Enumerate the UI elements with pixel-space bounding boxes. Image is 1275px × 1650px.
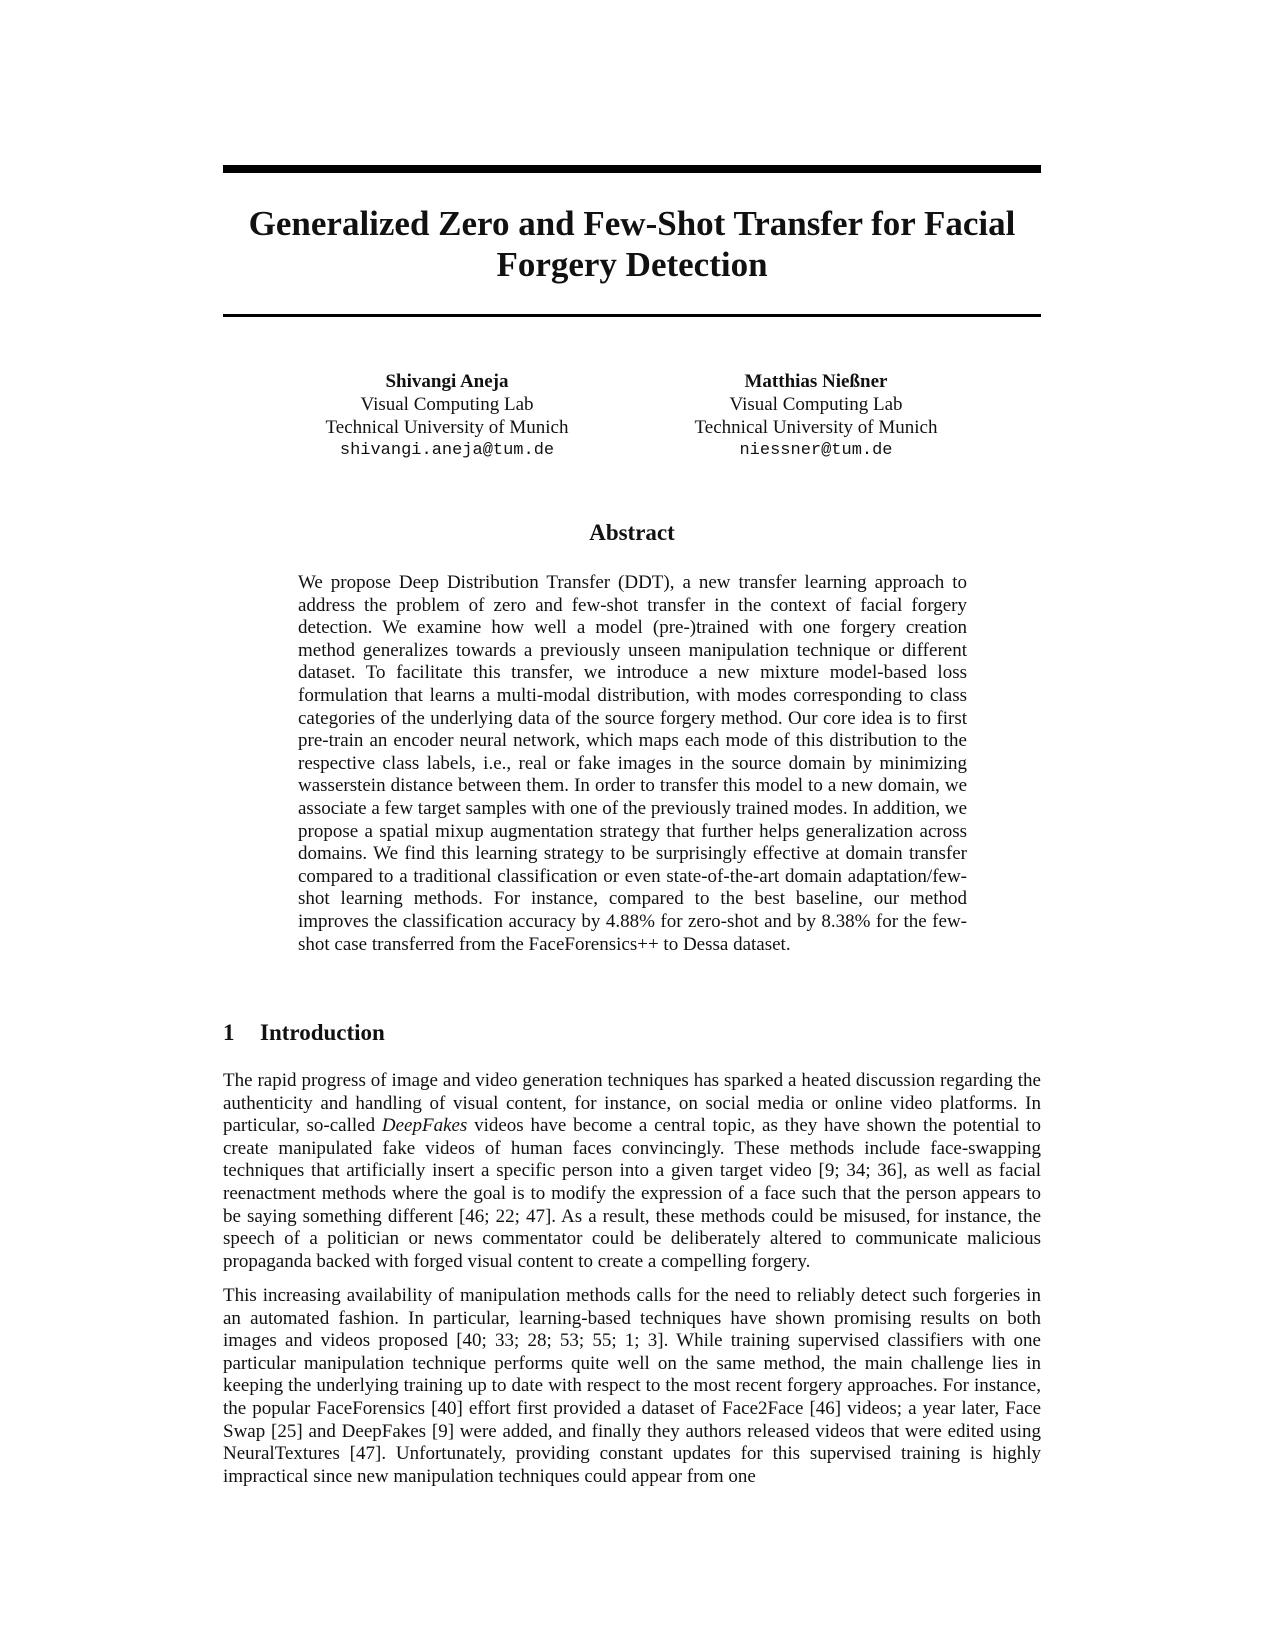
section-title: Introduction xyxy=(260,1020,385,1045)
author-name: Shivangi Aneja xyxy=(385,371,509,392)
abstract-heading: Abstract xyxy=(589,520,675,545)
title-rule-bottom xyxy=(223,314,1041,317)
author-2 xyxy=(666,370,966,462)
author-email[interactable]: niessner@tum.de xyxy=(739,441,893,460)
abstract-text: We propose Deep Distribution Transfer (DDT), a new transfer learning approach to address the problem of zero and few-shot transfer in the context of facial forgery detection. We examine how well a model (pre-)trained with one forgery creation method generalizes towards a previously unseen manipulation technique or different dataset. To facilitate this transfer, we introduce a new mixture model-based loss formulation that learns a multi-modal distribution, with modes corresponding to class categories of the underlying data of the source forgery method. Our core idea is to first pre-train an encoder neural network, which maps each mode of this distribution to the respective class labels, i.e., real or fake images in the source domain by minimizing wasserstein distance between them. In order to transfer this model to a new domain, we associate a few target samples with one of the previously trained modes. In addition, we propose a spatial mixup augmentation strategy that further helps generalization across domains. We find this learning strategy to be surprisingly effective at domain transfer compared to a traditional classification or even state-of-the-art domain adaptation/few-shot learning methods. For instance, compared to the best baseline, our method improves the classification accuracy by 4.88% for zero-shot and by 8.38% for the few-shot case transferred from the FaceForensics++ to Dessa dataset. xyxy=(298,572,967,955)
author-lab: Visual Computing Lab xyxy=(360,394,534,415)
intro-p1-emphasis: DeepFakes xyxy=(381,1115,468,1137)
intro-p1-part-2: videos have become a central topic, as they have shown the potential to create manipulated fake videos of human faces convincingly. These methods include face-swapping techniques that artificially insert a specific person into a given target video [9; 34; 36], as well as facial reenactment methods where the goal is to modify the expression of a face such that the person appears to be saying something different [46; 22; 47]. As a result, these methods could be misused, for instance, the speech of a politician or news commentator could be deliberately altered to communicate malicious propaganda backed with forged visual content to create a compelling forgery. xyxy=(223,1115,1042,1272)
intro-paragraph-1 xyxy=(223,1070,1041,1273)
author-university: Technical University of Munich xyxy=(694,417,938,438)
author-name: Matthias Nießner xyxy=(744,371,888,392)
title-rule-top xyxy=(223,165,1041,173)
author-lab: Visual Computing Lab xyxy=(729,394,903,415)
intro-paragraph-2: This increasing availability of manipulation methods calls for the need to reliably detect such forgeries in an automated fashion. In particular, learning-based techniques have shown promising results on both images and videos proposed [40; 33; 28; 53; 55; 1; 3]. While training supervised classifiers with one particular manipulation technique performs quite well on the same method, the main challenge lies in keeping the underlying training up to date with respect to the most recent forgery approaches. For instance, the popular FaceForensics [40] effort first provided a dataset of Face2Face [46] videos; a year later, Face Swap [25] and DeepFakes [9] were added, and finally they authors released videos that were edited using NeuralTextures [47]. Unfortunately, providing constant updates for this supervised training is highly impractical since new manipulation techniques could appear from one xyxy=(223,1285,1041,1487)
section-heading xyxy=(223,1020,385,1046)
section-number: 1 xyxy=(223,1020,235,1045)
intro-p1-part-1: The rapid progress of image and video generation techniques has sparked a heated discussion regarding the authenticity and handling of visual content, for instance, on social media or online video platforms. In particular, so-called xyxy=(223,1070,1041,1137)
author-1 xyxy=(297,370,597,462)
author-university: Technical University of Munich xyxy=(325,417,569,438)
author-block xyxy=(223,370,1041,470)
author-email[interactable]: shivangi.aneja@tum.de xyxy=(339,441,555,460)
paper-title: Generalized Zero and Few-Shot Transfer for Facial Forgery Detection xyxy=(248,204,1016,284)
